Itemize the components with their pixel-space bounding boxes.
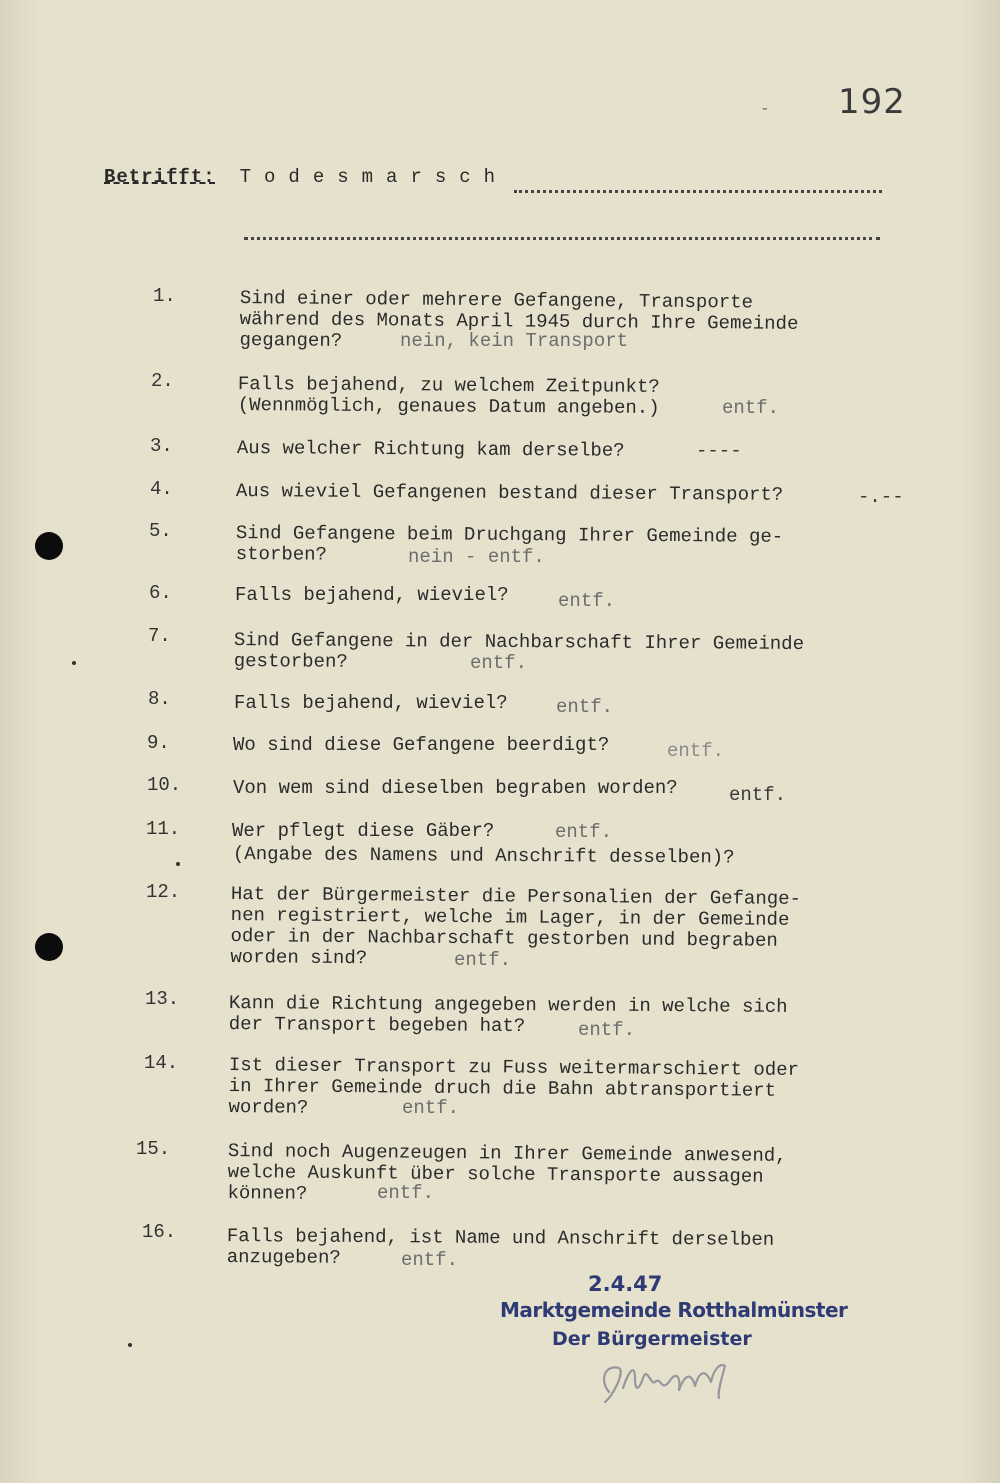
punch-hole-top bbox=[35, 532, 63, 560]
question-answer: nein, kein Transport bbox=[400, 330, 629, 352]
question-number: 14. bbox=[144, 1052, 179, 1074]
handwritten-signature bbox=[595, 1352, 745, 1412]
paper-speck bbox=[176, 862, 180, 866]
question-text: Kann die Richtung angegeben werden in welche sich der Transport begeben hat? bbox=[228, 992, 788, 1038]
pencil-mark: - bbox=[760, 100, 770, 118]
question-number: 11. bbox=[146, 818, 181, 840]
question-number: 1. bbox=[153, 285, 176, 307]
question-text: Sind einer oder mehrere Gefangene, Transporte während des Monats April 1945 durch Ihre Gemeinde gegangen? bbox=[239, 287, 799, 352]
question-text: Von wem sind dieselben begraben worden? bbox=[233, 777, 678, 799]
punch-hole-bottom bbox=[35, 933, 63, 961]
question-answer: entf. bbox=[667, 740, 725, 762]
question-number: 5. bbox=[149, 520, 172, 542]
question-answer: entf. bbox=[555, 821, 613, 843]
question-number: 16. bbox=[142, 1221, 177, 1243]
question-text: Falls bejahend, wieviel? bbox=[235, 584, 509, 606]
question-number: 10. bbox=[147, 774, 182, 796]
question-answer: ---- bbox=[696, 440, 742, 462]
subject-value: Todesmarsch bbox=[239, 166, 509, 188]
paper-speck bbox=[128, 1343, 132, 1347]
subject-line bbox=[104, 166, 508, 188]
question-number: 15. bbox=[136, 1138, 171, 1160]
page-number: 192 bbox=[838, 82, 906, 122]
question-answer: entf. bbox=[401, 1249, 459, 1271]
question-answer: entf. bbox=[402, 1097, 460, 1119]
question-number: 13. bbox=[145, 988, 180, 1010]
question-text-continued: (Angabe des Namens und Anschrift desselben)? bbox=[232, 843, 735, 869]
question-answer: entf. bbox=[377, 1182, 435, 1204]
question-text: Wo sind diese Gefangene beerdigt? bbox=[233, 734, 610, 756]
question-answer: entf. bbox=[578, 1019, 636, 1041]
question-number: 4. bbox=[150, 478, 173, 500]
question-text: Sind Gefangene in der Nachbarschaft Ihrer Gemeinde gestorben? bbox=[233, 629, 805, 673]
question-answer: -.-- bbox=[858, 486, 904, 508]
paper-speck bbox=[72, 661, 76, 665]
question-text: Sind noch Augenzeugen in Ihrer Gemeinde anwesend, welche Auskunft über solche Transporte aussagen können? bbox=[227, 1140, 787, 1205]
question-text: Aus wieviel Gefangenen bestand dieser Transport? bbox=[235, 480, 784, 506]
question-number: 2. bbox=[151, 370, 174, 392]
question-number: 8. bbox=[148, 688, 171, 710]
stamp-municipality: Marktgemeinde Rotthalmünster bbox=[500, 1298, 848, 1322]
question-answer: entf. bbox=[454, 949, 512, 971]
question-answer: entf. bbox=[470, 652, 528, 674]
question-number: 12. bbox=[146, 881, 181, 903]
question-answer: nein - entf. bbox=[408, 546, 545, 568]
question-answer: entf. bbox=[729, 784, 787, 806]
question-text: Sind Gefangene beim Druchgang Ihrer Gemeinde ge- storben? bbox=[235, 522, 784, 566]
subject-label: Betrifft: bbox=[104, 166, 216, 188]
question-answer: entf. bbox=[722, 397, 780, 419]
question-number: 9. bbox=[147, 732, 170, 754]
question-text: Wer pflegt diese Gäber? bbox=[232, 820, 495, 842]
dotted-fill-line bbox=[514, 190, 882, 193]
question-number: 6. bbox=[149, 582, 172, 604]
question-answer: entf. bbox=[558, 590, 616, 612]
stamp-title: Der Bürgermeister bbox=[552, 1328, 752, 1350]
question-text: Aus welcher Richtung kam derselbe? bbox=[236, 437, 625, 462]
question-number: 3. bbox=[150, 435, 173, 457]
question-number: 7. bbox=[148, 625, 171, 647]
question-text: Falls bejahend, ist Name und Anschrift derselben anzugeben? bbox=[226, 1225, 775, 1269]
question-text: Falls bejahend, zu welchem Zeitpunkt? (Wennmöglich, genaues Datum angeben.) bbox=[237, 373, 660, 419]
question-text: Falls bejahend, wieviel? bbox=[234, 692, 508, 714]
dotted-fill-line bbox=[244, 237, 880, 240]
question-text: Ist dieser Transport zu Fuss weitermarschiert oder in Ihrer Gemeinde druch die Bahn abtransportiert worden? bbox=[228, 1054, 800, 1119]
question-answer: entf. bbox=[556, 696, 614, 718]
stamp-date: 2.4.47 bbox=[588, 1272, 663, 1296]
question-text: Hat der Bürgermeister die Personalien der Gefange- nen registriert, welche im Lager, in der Gemeinde oder in der Nachbarschaft gestorben und begraben worden sind? bbox=[230, 883, 802, 970]
